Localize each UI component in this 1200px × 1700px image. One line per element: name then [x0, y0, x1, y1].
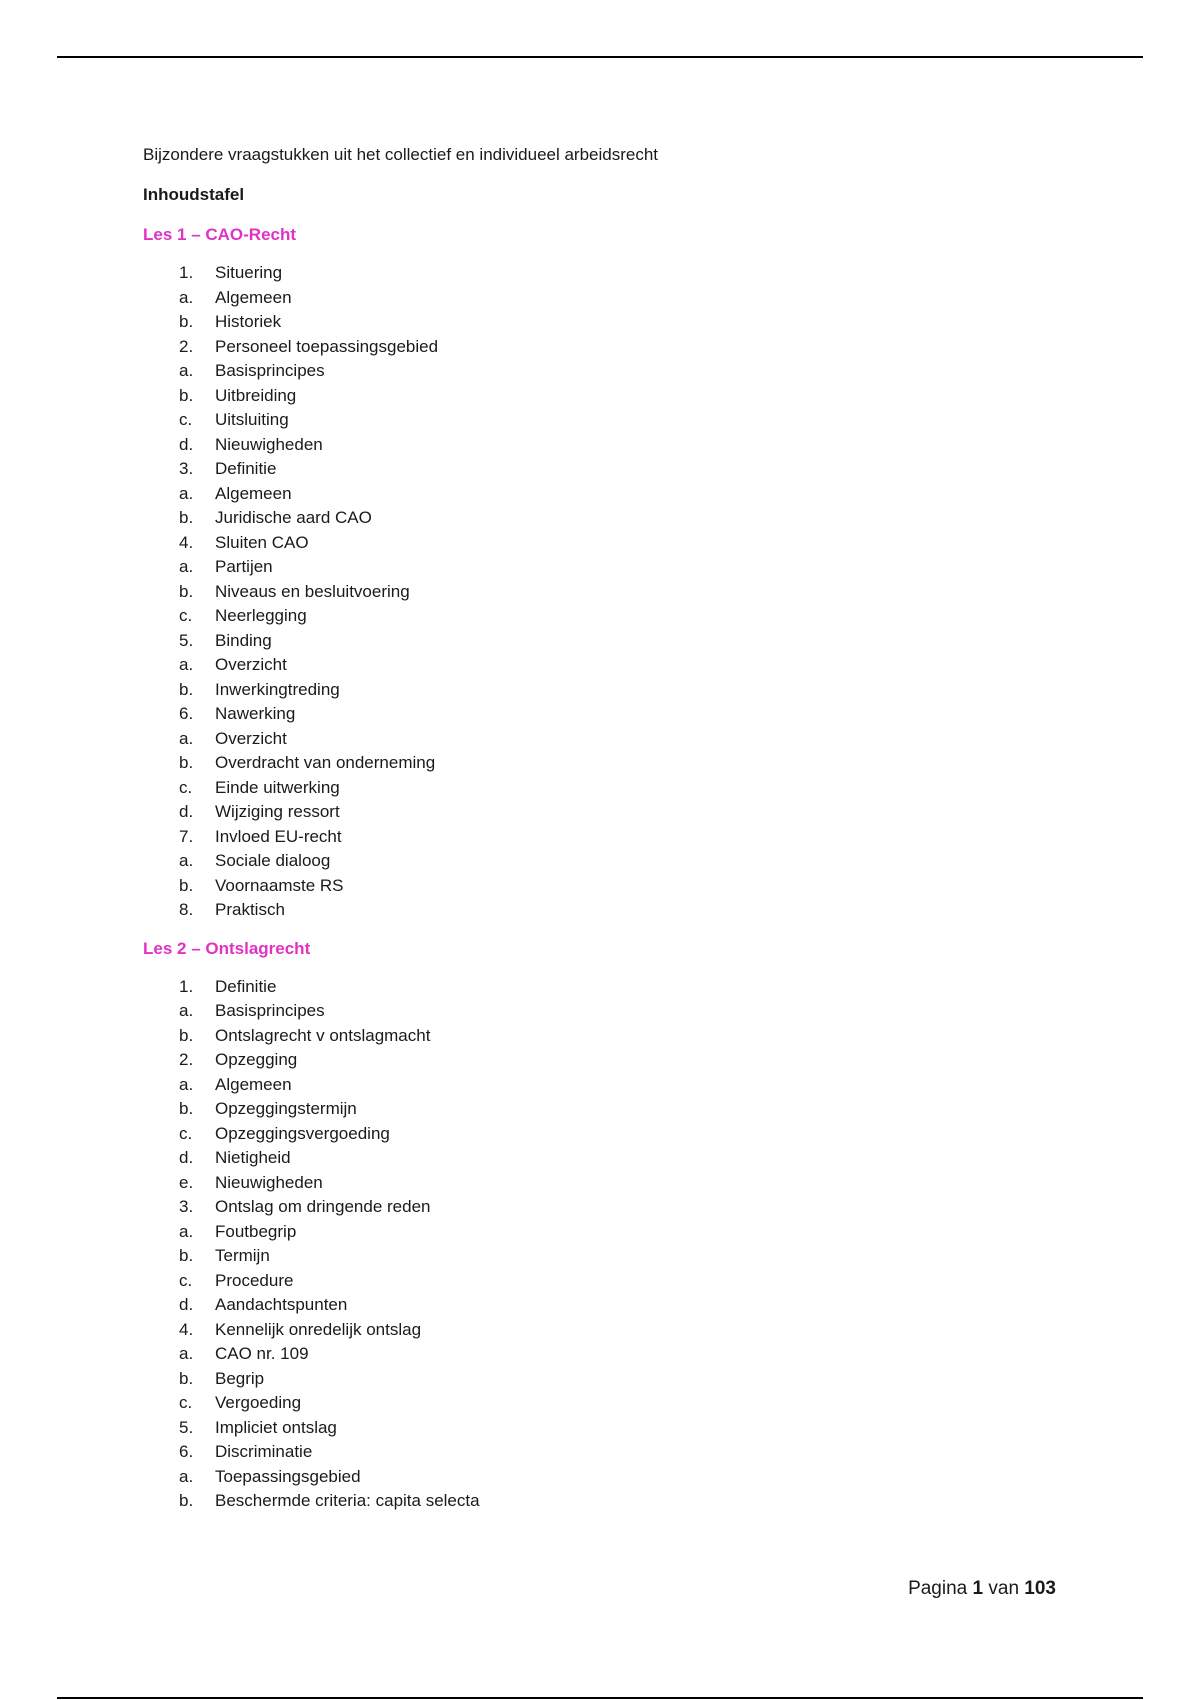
toc-subitem — [71, 555, 1103, 580]
toc-subitem — [71, 580, 1103, 605]
toc-subitem-label: Niveaus en besluitvoering — [215, 581, 410, 601]
lesson-heading: Les 2 – Ontslagrecht — [143, 938, 311, 958]
toc-item-number: 4. — [179, 532, 194, 552]
toc-subitem-label: Nieuwigheden — [215, 434, 323, 454]
toc-item — [143, 261, 1103, 286]
document-title: Bijzondere vraagstukken uit het collectief en individueel arbeidsrecht — [143, 145, 659, 164]
toc-subitem — [71, 999, 1103, 1024]
toc-subitem — [71, 1342, 1103, 1367]
toc-subitem-label: Wijziging ressort — [215, 802, 340, 821]
toc-subitem-letter: c. — [179, 1270, 193, 1290]
toc-subitem-label: Uitsluiting — [215, 410, 289, 429]
toc-subitem-letter: b. — [179, 875, 194, 895]
toc-item-number: 2. — [179, 336, 194, 356]
toc-item — [143, 1416, 1103, 1441]
toc-subitem — [71, 433, 1103, 458]
toc-subitem — [71, 1122, 1103, 1147]
page-sep: van — [988, 1578, 1020, 1599]
toc-subitem — [71, 286, 1103, 311]
toc-subitem — [71, 1244, 1103, 1269]
toc-subitem-label: Voornaamste RS — [215, 875, 344, 895]
page-number — [908, 1578, 1056, 1600]
toc-item-label: Opzegging — [215, 1050, 298, 1069]
toc-subitem-label: Partijen — [215, 557, 273, 576]
toc-subitem-label: Vergoeding — [215, 1393, 302, 1412]
toc-item — [143, 702, 1103, 727]
toc-subitem-label: CAO nr. 109 — [215, 1344, 309, 1363]
toc-list — [143, 261, 1103, 923]
toc-subitem-label: Overzicht — [215, 655, 287, 674]
toc-subitem-letter: b. — [179, 385, 194, 405]
footer-rule — [57, 1697, 1143, 1699]
toc-item-label: Ontslag om dringende reden — [215, 1197, 431, 1216]
page-label: Pagina — [908, 1578, 968, 1599]
toc-subitem — [71, 1293, 1103, 1318]
toc-item-label: Definitie — [215, 459, 277, 478]
toc-item-label: Definitie — [215, 976, 277, 996]
toc-subitem-label: Beschermde criteria: capita selecta — [215, 1491, 480, 1510]
toc-item-number: 6. — [179, 1442, 194, 1461]
toc-subitem-label: Algemeen — [215, 287, 292, 307]
toc-subitem — [71, 1146, 1103, 1171]
toc-list — [143, 975, 1103, 1514]
toc-subitem-label: Begrip — [215, 1368, 265, 1388]
toc-subitem — [71, 727, 1103, 752]
toc-item-label: Impliciet ontslag — [215, 1417, 337, 1437]
toc-item-label: Sluiten CAO — [215, 532, 309, 552]
toc-subitem-letter: b. — [179, 1368, 194, 1388]
toc-subitem-letter: b. — [179, 312, 194, 331]
toc-subitem — [71, 1465, 1103, 1490]
document-body — [143, 143, 1103, 1528]
toc-subitem-letter: a. — [179, 1001, 194, 1020]
toc-subitem — [71, 506, 1103, 531]
toc-subitem-letter: b. — [179, 1025, 194, 1045]
toc-item-label: Kennelijk onredelijk ontslag — [215, 1319, 422, 1339]
toc-item-number: 5. — [179, 630, 194, 650]
toc-subitem-label: Nieuwigheden — [215, 1172, 323, 1192]
toc-item-label: Praktisch — [215, 900, 285, 919]
toc-subitem-label: Foutbegrip — [215, 1221, 297, 1241]
toc-subitem-letter: a. — [179, 287, 194, 307]
toc-subitem-letter: d. — [179, 802, 194, 821]
toc-subitem-letter: a. — [179, 655, 194, 674]
toc-subitem-letter: a. — [179, 1466, 194, 1486]
toc-item-label: Discriminatie — [215, 1442, 313, 1461]
toc-subitem — [71, 604, 1103, 629]
toc-item — [143, 629, 1103, 654]
toc-item-number: 5. — [179, 1417, 194, 1437]
toc-subitem-letter: d. — [179, 1295, 194, 1314]
toc-item-number: 1. — [179, 976, 194, 996]
toc-item-label: Binding — [215, 630, 272, 650]
toc-subitem — [71, 776, 1103, 801]
toc-item-number: 7. — [179, 826, 194, 846]
toc-subitem-letter: d. — [179, 1148, 194, 1167]
toc-subitem-letter: b. — [179, 753, 194, 772]
toc-subitem-letter: d. — [179, 434, 194, 454]
toc-item — [143, 975, 1103, 1000]
toc-subitem-letter: a. — [179, 1074, 194, 1094]
toc-subitem — [71, 359, 1103, 384]
toc-subitem — [71, 800, 1103, 825]
toc-item — [143, 335, 1103, 360]
toc-subitem-label: Ontslagrecht v ontslagmacht — [215, 1025, 431, 1045]
toc-item — [143, 531, 1103, 556]
toc-subitem-label: Overzicht — [215, 728, 287, 748]
lesson-heading: Les 1 – CAO-Recht — [143, 225, 297, 244]
toc-subitem — [71, 1097, 1103, 1122]
toc-subitem — [71, 1024, 1103, 1049]
toc-subitem-label: Nietigheid — [215, 1148, 291, 1167]
toc-item — [143, 1048, 1103, 1073]
toc-subitem-letter: a. — [179, 851, 194, 870]
toc-subitem — [71, 653, 1103, 678]
toc-subitem-letter: a. — [179, 728, 194, 748]
toc-subitem-letter: b. — [179, 581, 194, 601]
toc-item-label: Situering — [215, 263, 283, 282]
toc-subitem-letter: a. — [179, 557, 194, 576]
toc-item-number: 8. — [179, 900, 194, 919]
toc-heading: Inhoudstafel — [143, 185, 245, 204]
toc-subitem — [71, 408, 1103, 433]
toc-subitem — [71, 751, 1103, 776]
toc-subitem-label: Neerlegging — [215, 606, 307, 625]
toc-subitem-label: Uitbreiding — [215, 385, 297, 405]
toc-subitem-label: Basisprincipes — [215, 1001, 325, 1020]
toc-subitem-label: Overdracht van onderneming — [215, 753, 436, 772]
toc-item-number: 3. — [179, 1197, 194, 1216]
toc-subitem-label: Termijn — [215, 1246, 270, 1265]
page-total: 103 — [1024, 1578, 1056, 1599]
toc-subitem-letter: c. — [179, 777, 193, 797]
toc-subitem-label: Algemeen — [215, 483, 292, 503]
toc-item — [143, 825, 1103, 850]
toc-subitem-label: Basisprincipes — [215, 361, 325, 380]
toc-subitem-letter: c. — [179, 1393, 193, 1412]
toc-subitem-letter: e. — [179, 1172, 194, 1192]
toc-item-label: Invloed EU-recht — [215, 826, 342, 846]
toc-item-number: 4. — [179, 1319, 194, 1339]
toc-subitem — [71, 1391, 1103, 1416]
toc-item-number: 2. — [179, 1050, 194, 1069]
toc-subitem — [71, 1269, 1103, 1294]
toc-subitem-letter: b. — [179, 1099, 194, 1118]
toc-subitem — [71, 1171, 1103, 1196]
toc-item — [143, 898, 1103, 923]
toc-subitem-letter: a. — [179, 1344, 194, 1363]
toc-subitem — [71, 678, 1103, 703]
toc-subitem-letter: a. — [179, 483, 194, 503]
toc-subitem — [71, 1367, 1103, 1392]
toc-subitem-label: Juridische aard CAO — [215, 508, 372, 527]
toc-subitem-label: Algemeen — [215, 1074, 292, 1094]
toc-item-number: 1. — [179, 263, 194, 282]
header-rule — [57, 56, 1143, 58]
toc-item — [143, 1440, 1103, 1465]
toc-item-number: 6. — [179, 704, 194, 723]
toc-subitem-letter: b. — [179, 508, 194, 527]
toc-subitem-label: Historiek — [215, 312, 282, 331]
toc-subitem — [71, 1073, 1103, 1098]
toc-subitem — [71, 482, 1103, 507]
toc-subitem-letter: c. — [179, 410, 193, 429]
toc-subitem-letter: c. — [179, 1123, 193, 1143]
toc-item — [143, 1318, 1103, 1343]
toc-subitem-label: Einde uitwerking — [215, 777, 340, 797]
toc-item-number: 3. — [179, 459, 194, 478]
toc-subitem — [71, 874, 1103, 899]
toc-subitem — [71, 310, 1103, 335]
toc-subitem-letter: c. — [179, 606, 193, 625]
toc-subitem — [71, 849, 1103, 874]
toc-item-label: Nawerking — [215, 704, 296, 723]
toc-item — [143, 457, 1103, 482]
toc-subitem-label: Toepassingsgebied — [215, 1466, 361, 1486]
toc-lessons — [143, 223, 1103, 1514]
toc-subitem — [71, 384, 1103, 409]
toc-subitem — [71, 1489, 1103, 1514]
toc-subitem-label: Procedure — [215, 1270, 294, 1290]
toc-subitem-label: Sociale dialoog — [215, 851, 331, 870]
toc-subitem-letter: b. — [179, 1246, 194, 1265]
page-current: 1 — [972, 1578, 984, 1599]
toc-subitem-letter: b. — [179, 679, 194, 699]
toc-subitem-letter: b. — [179, 1491, 194, 1510]
toc-item-label: Personeel toepassingsgebied — [215, 336, 439, 356]
toc-subitem-letter: a. — [179, 361, 194, 380]
toc-subitem-label: Inwerkingtreding — [215, 679, 340, 699]
toc-subitem-label: Opzeggingsvergoeding — [215, 1123, 390, 1143]
toc-subitem — [71, 1220, 1103, 1245]
toc-subitem-label: Aandachtspunten — [215, 1295, 348, 1314]
toc-item — [143, 1195, 1103, 1220]
toc-subitem-letter: a. — [179, 1221, 194, 1241]
toc-subitem-label: Opzeggingstermijn — [215, 1099, 357, 1118]
